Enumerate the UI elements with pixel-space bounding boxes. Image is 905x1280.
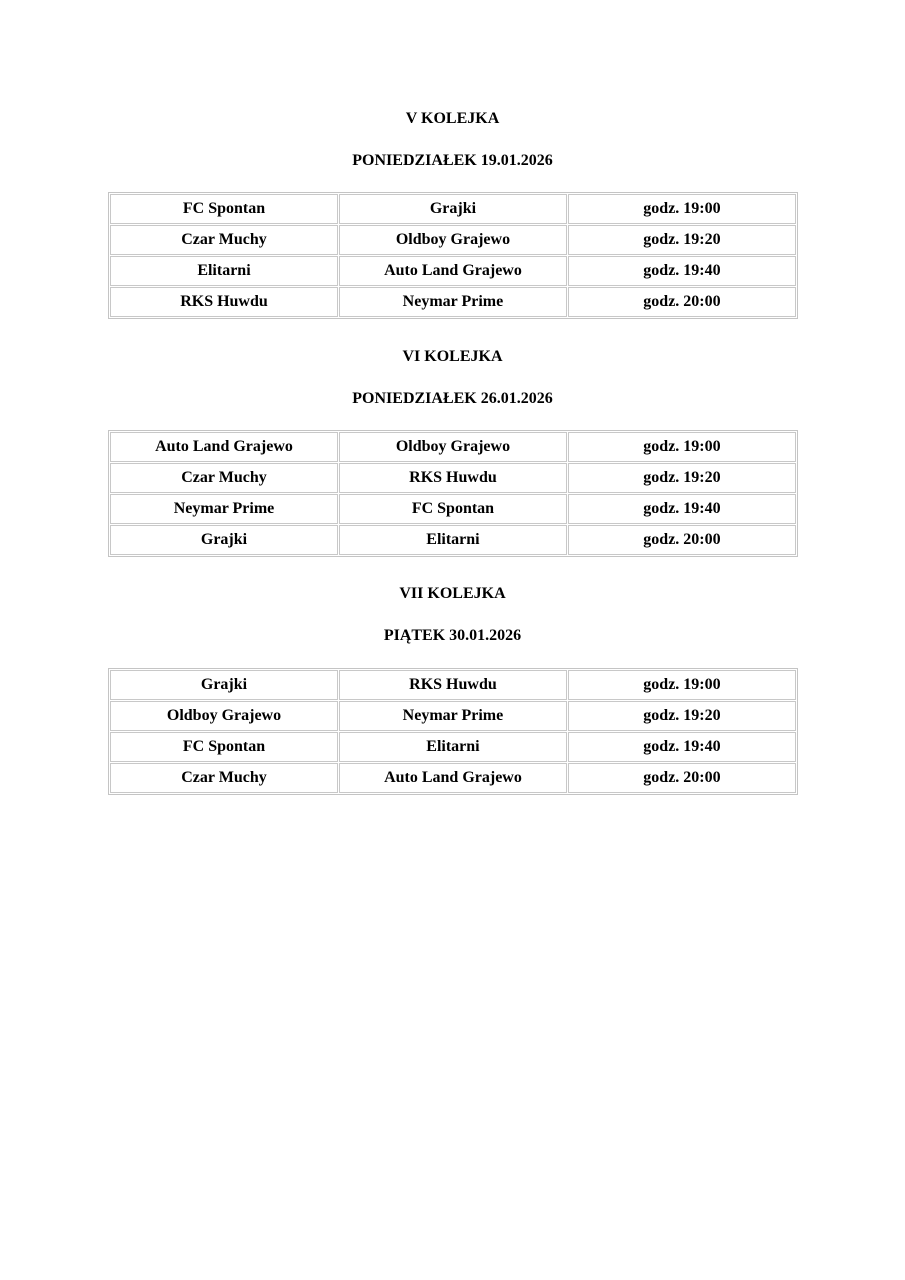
kickoff-time-cell: godz. 19:00 bbox=[568, 194, 796, 224]
away-team-cell: Neymar Prime bbox=[339, 287, 567, 317]
table-row bbox=[110, 732, 796, 762]
home-team-cell: Grajki bbox=[110, 670, 338, 700]
kickoff-time-cell: godz. 19:40 bbox=[568, 256, 796, 286]
round-date: PIĄTEK 30.01.2026 bbox=[383, 627, 522, 644]
kickoff-time-cell: godz. 20:00 bbox=[568, 763, 796, 793]
away-team-cell: Oldboy Grajewo bbox=[339, 432, 567, 462]
round-title: V KOLEJKA bbox=[405, 110, 500, 127]
kickoff-time-cell: godz. 20:00 bbox=[568, 287, 796, 317]
kickoff-time-cell: godz. 19:00 bbox=[568, 432, 796, 462]
kickoff-time-cell: godz. 19:20 bbox=[568, 701, 796, 731]
away-team-cell: Grajki bbox=[339, 194, 567, 224]
home-team-cell: Auto Land Grajewo bbox=[110, 432, 338, 462]
kickoff-time-cell: godz. 19:20 bbox=[568, 225, 796, 255]
away-team-cell: Auto Land Grajewo bbox=[339, 256, 567, 286]
table-row bbox=[110, 287, 796, 317]
home-team-cell: Neymar Prime bbox=[110, 494, 338, 524]
round-title: VII KOLEJKA bbox=[399, 585, 506, 602]
table-row bbox=[110, 525, 796, 555]
table-row bbox=[110, 256, 796, 286]
home-team-cell: Czar Muchy bbox=[110, 463, 338, 493]
fixtures-table bbox=[108, 668, 798, 795]
kickoff-time-cell: godz. 19:40 bbox=[568, 732, 796, 762]
fixtures-table bbox=[108, 192, 798, 319]
away-team-cell: Elitarni bbox=[339, 732, 567, 762]
table-row bbox=[110, 225, 796, 255]
table-row bbox=[110, 763, 796, 793]
away-team-cell: RKS Huwdu bbox=[339, 670, 567, 700]
away-team-cell: Elitarni bbox=[339, 525, 567, 555]
kickoff-time-cell: godz. 19:00 bbox=[568, 670, 796, 700]
home-team-cell: Oldboy Grajewo bbox=[110, 701, 338, 731]
away-team-cell: Oldboy Grajewo bbox=[339, 225, 567, 255]
kickoff-time-cell: godz. 20:00 bbox=[568, 525, 796, 555]
table-row bbox=[110, 670, 796, 700]
table-row bbox=[110, 463, 796, 493]
home-team-cell: RKS Huwdu bbox=[110, 287, 338, 317]
home-team-cell: FC Spontan bbox=[110, 732, 338, 762]
home-team-cell: Elitarni bbox=[110, 256, 338, 286]
away-team-cell: Neymar Prime bbox=[339, 701, 567, 731]
table-row bbox=[110, 494, 796, 524]
away-team-cell: Auto Land Grajewo bbox=[339, 763, 567, 793]
round-date: PONIEDZIAŁEK 26.01.2026 bbox=[352, 390, 553, 407]
fixtures-table bbox=[108, 430, 798, 557]
table-row bbox=[110, 432, 796, 462]
table-row bbox=[110, 701, 796, 731]
kickoff-time-cell: godz. 19:20 bbox=[568, 463, 796, 493]
home-team-cell: Czar Muchy bbox=[110, 763, 338, 793]
home-team-cell: FC Spontan bbox=[110, 194, 338, 224]
round-date: PONIEDZIAŁEK 19.01.2026 bbox=[352, 152, 553, 169]
home-team-cell: Grajki bbox=[110, 525, 338, 555]
table-row bbox=[110, 194, 796, 224]
away-team-cell: FC Spontan bbox=[339, 494, 567, 524]
kickoff-time-cell: godz. 19:40 bbox=[568, 494, 796, 524]
round-title: VI KOLEJKA bbox=[402, 348, 503, 365]
home-team-cell: Czar Muchy bbox=[110, 225, 338, 255]
away-team-cell: RKS Huwdu bbox=[339, 463, 567, 493]
